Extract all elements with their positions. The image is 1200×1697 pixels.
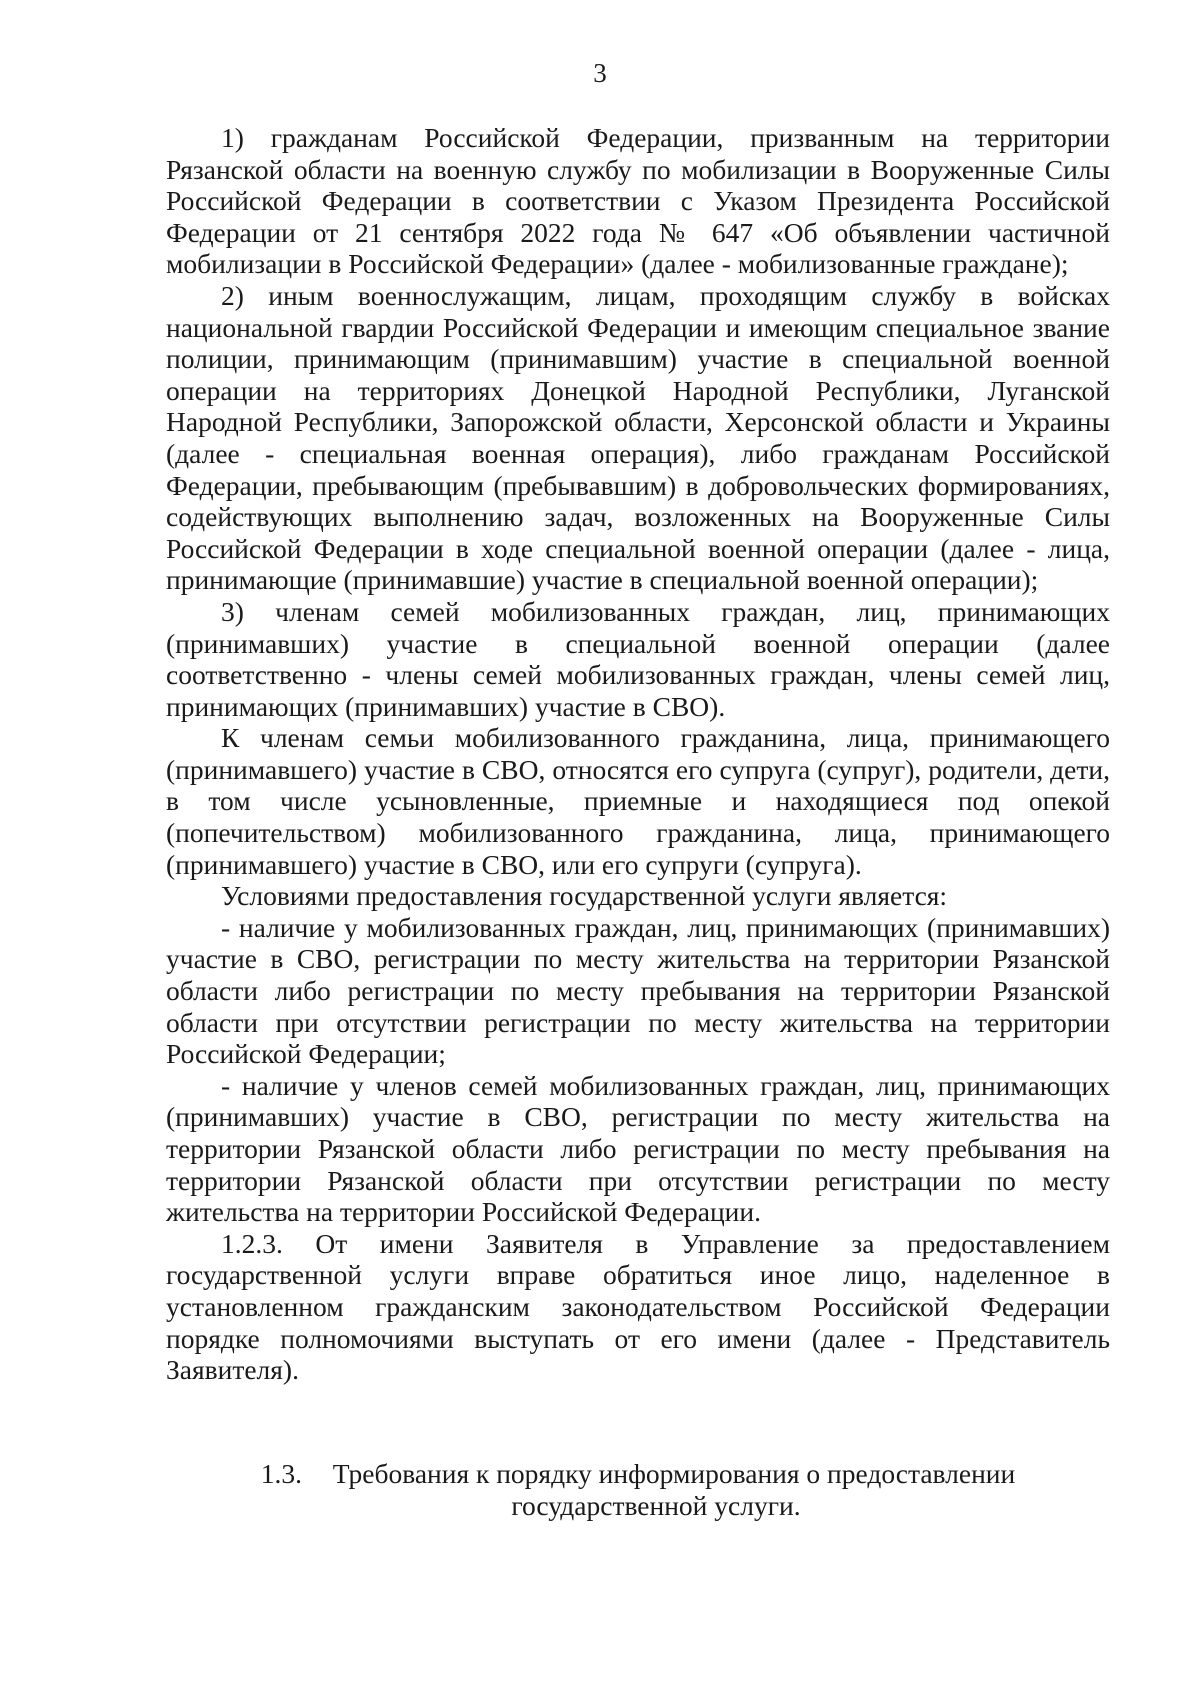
section-number: 1.3. [260,1458,302,1489]
paragraph-condition-1: - наличие у мобилизованных граждан, лиц, принимающих (принимавших) участие в СВО, регистрации по месту жительства на территории Рязанской области либо регистрации по месту пребывания на территории Рязанской области при отсутствии регистрации по месту жительства на территории Российской Федерации; [166,911,1110,1070]
paragraph-conditions-intro: Условиями предоставления государственной услуги является: [221,880,948,912]
paragraph-item-1: 1) гражданам Российской Федерации, призванным на территории Рязанской области на военную службу по мобилизации в Вооруженные Силы Российской Федерации в соответствии с Указом Президента Российской Федерации от 21 сентября 2022 года № 647 «Об объявлении частичной мобилизации в Российской Федерации» (далее - мобилизованные граждане); [166,122,1110,280]
section-title-line1: Требования к порядку информирования о предоставлении [332,1458,1016,1489]
paragraph-1-2-3: 1.2.3. От имени Заявителя в Управление за предоставлением государственной услуги вправе обратиться иное лицо, наделенное в установленном гражданским законодательством Российской Федерации порядке полномочиями выступать от его имени (далее - Представитель Заявителя). [166,1227,1110,1386]
page-number: 3 [593,58,607,88]
document-body [166,122,1110,1386]
paragraph-family-members: К членам семьи мобилизованного гражданина, лица, принимающего (принимавшего) участие в СВО, относятся его супруга (супруг), родители, дети, в том числе усыновленные, приемные и находящиеся под опекой (попечительством) мобилизованного гражданина, лица, принимающего (принимавшего) участие в СВО, или его супруги (супруга). [166,722,1110,880]
section-heading [166,1458,1110,1521]
section-title-line2: государственной услуги. [511,1489,801,1521]
paragraph-condition-2: - наличие у членов семей мобилизованных граждан, лиц, принимающих (принимавших) участие в СВО, регистрации по месту жительства на территории Рязанской области либо регистрации по месту пребывания на территории Рязанской области при отсутствии регистрации по месту жительства на территории Российской Федерации. [166,1069,1110,1228]
paragraph-item-3: 3) членам семей мобилизованных граждан, лиц, принимающих (принимавших) участие в специальной военной операции (далее соответственно - члены семей мобилизованных граждан, члены семей лиц, принимающих (принимавших) участие в СВО). [166,595,1110,722]
paragraph-item-2: 2) иным военнослужащим, лицам, проходящим службу в войсках национальной гвардии Российской Федерации и имеющим специальное звание полиции, принимающим (принимавшим) участие в специальной военной операции на территориях Донецкой Народной Республики, Луганской Народной Республики, Запорожской области, Херсонской области и Украины (далее - специальная военная операция), либо гражданам Российской Федерации, пребывающим (пребывавшим) в добровольческих формированиях, содействующих выполнению задач, возложенных на Вооруженные Силы Российской Федерации в ходе специальной военной операции (далее - лица, принимающие (принимавшие) участие в специальной военной операции); [166,279,1110,596]
